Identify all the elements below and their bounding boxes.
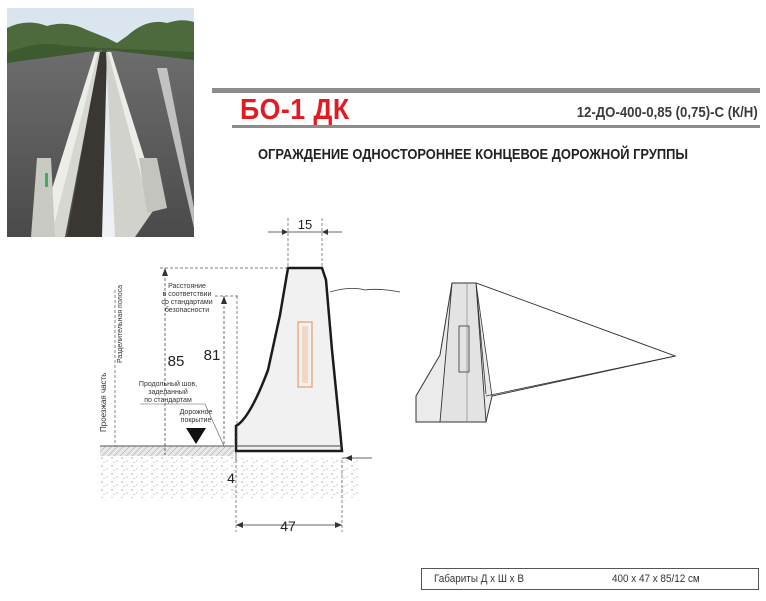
product-code: БО-1 ДК	[240, 94, 350, 126]
label-pavement-1: Дорожное	[179, 409, 213, 416]
reflector-fill	[302, 326, 308, 383]
label-joint-1: Продольный шов,	[138, 381, 198, 388]
perspective-view	[416, 283, 675, 422]
band-top-line	[212, 88, 760, 93]
barrier-profile	[236, 268, 342, 451]
base-layer-right	[234, 458, 360, 498]
dim-base-arrow-left	[236, 522, 243, 528]
pavement-layer	[100, 446, 234, 456]
dim-base-arrow-right	[335, 522, 342, 528]
pavement-marker	[186, 428, 206, 444]
dim-81-value: 81	[203, 347, 221, 364]
technical-drawing	[0, 200, 766, 540]
dim-base-value: 47	[280, 518, 296, 534]
label-distance-4: безопасности	[164, 307, 210, 314]
label-joint-3: по стандартам	[144, 397, 192, 404]
dim-85-value: 85	[167, 353, 185, 370]
dimensions-label: Габариты Д х Ш х В	[434, 573, 524, 585]
dimensions-box	[421, 568, 759, 590]
product-subtitle: ОГРАЖДЕНИЕ ОДНОСТОРОННЕЕ КОНЦЕВОЕ ДОРОЖНОЙ ГРУППЫ	[258, 146, 689, 163]
label-distance-3: со стандартами	[161, 299, 213, 306]
label-pavement-2: покрытие	[180, 417, 212, 424]
label-distance-2: в соответствии	[162, 291, 212, 298]
label-divider-strip: Разделительная полоса	[117, 284, 124, 363]
product-spec: 12-ДО-400-0,85 (0,75)-С (К/Н)	[576, 104, 758, 121]
dimensions-value: 400 х 47 х 85/12 см	[612, 573, 700, 585]
terrain-line	[330, 288, 400, 292]
dim-top-value: 15	[297, 217, 313, 232]
dim-top-arrow-left	[282, 229, 288, 235]
label-distance-1: Расстояние	[168, 283, 206, 290]
dim-85-arrow	[162, 268, 168, 276]
dim-4-value: 4	[227, 470, 235, 486]
label-carriageway: Проезжая часть	[99, 372, 108, 432]
dim-81-arrow	[221, 296, 227, 304]
dim-top-arrow-right	[322, 229, 328, 235]
label-joint-2: заделанный	[148, 389, 188, 396]
sub-base-left	[100, 472, 234, 498]
base-layer-left	[100, 456, 234, 472]
